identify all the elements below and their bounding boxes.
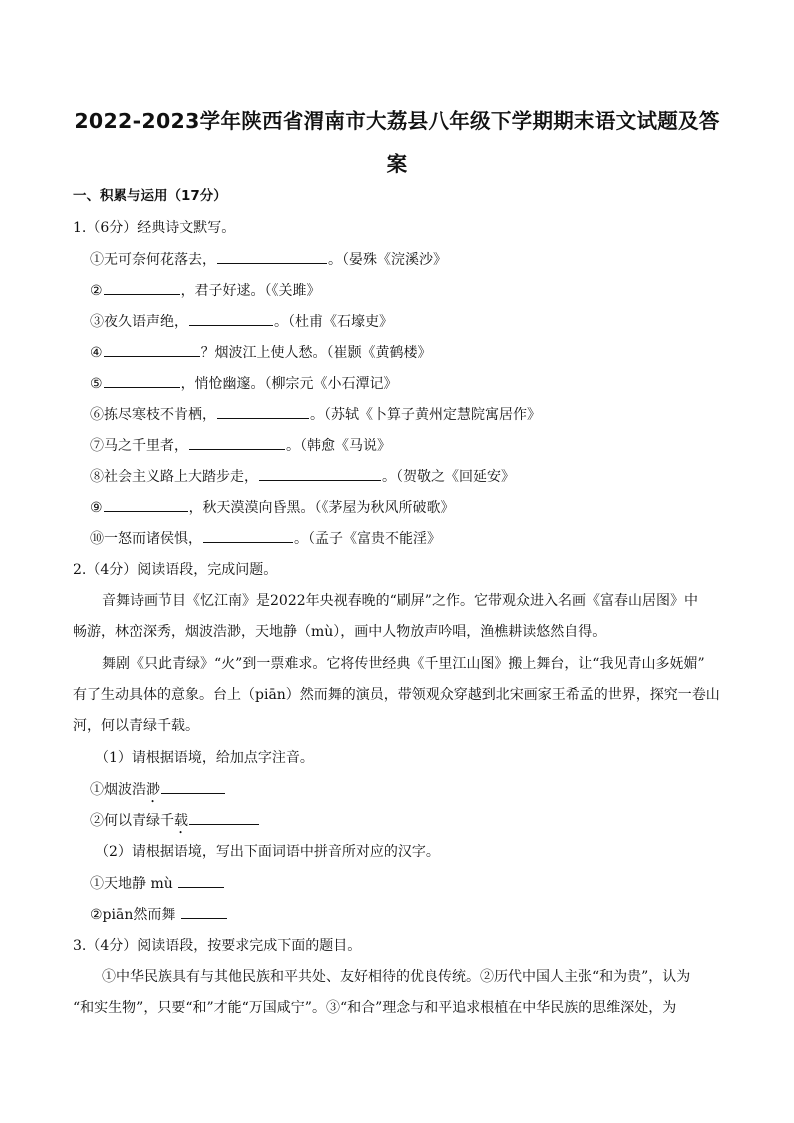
answer-blank[interactable]: [104, 342, 200, 357]
answer-blank[interactable]: [104, 280, 180, 295]
answer-blank[interactable]: [104, 497, 188, 512]
q1-item-1: ①无可奈何花落去， 。（晏殊《浣溪沙》: [90, 249, 447, 270]
q2-passage-line: 有了生动具体的意象。台上（piān）然而舞的演员，带领观众穿越到北宋画家王希孟的世界，探究一卷山: [73, 687, 720, 703]
q2-sub2-item-b: ②piān然而舞: [90, 904, 228, 925]
q2-passage-line: 音舞诗画节目《忆江南》是2022年央视春晚的“刷屏”之作。它带观众进入名画《富春山居图》中: [102, 593, 698, 609]
q2-passage-line: 畅游，林峦深秀，烟波浩渺，天地静（mù），画中人物放声吟唱，渔樵耕读悠然自得。: [73, 624, 607, 640]
answer-blank[interactable]: [217, 249, 327, 264]
q1-item-8: ⑧社会主义路上大踏步走， 。（贺敬之《回延安》: [90, 466, 515, 487]
q2-sub1-item-a: ①烟波浩渺: [90, 779, 226, 806]
q2-sub2-item-a: ①天地静 mù: [90, 873, 225, 894]
q1-item-4: ④ ？烟波江上使人愁。（崔颢《黄鹤楼》: [90, 342, 432, 363]
q1-item-7: ⑦马之千里者， 。（韩愈《马说》: [90, 435, 391, 456]
q2-passage-line: 舞剧《只此青绿》“火”到一票难求。它将传世经典《千里江山图》搬上舞台，让“我见青山多妩媚”: [102, 656, 705, 672]
dotted-character: 载: [174, 813, 188, 829]
answer-blank[interactable]: [259, 466, 381, 481]
q3-passage-line: ①中华民族具有与其他民族和平共处、友好相待的优良传统。②历代中国人主张“和为贵”，认为: [102, 969, 691, 985]
question-2-header: 2.（4分）阅读语段，完成问题。: [73, 562, 278, 578]
document-title-line2: 案: [386, 152, 408, 176]
q1-item-5: ⑤ ，悄怆幽邃。（柳宗元《小石潭记》: [90, 373, 398, 394]
answer-blank[interactable]: [189, 435, 285, 450]
dotted-character: 渺: [146, 782, 160, 798]
answer-blank[interactable]: [181, 904, 227, 919]
section-heading: 一、积累与运用（17分）: [73, 188, 227, 204]
question-1-header: 1.（6分）经典诗文默写。: [73, 220, 236, 236]
q1-item-3: ③夜久语声绝， 。（杜甫《石壕吏》: [90, 311, 393, 332]
q2-subquestion-2: （2）请根据语境，写出下面词语中拼音所对应的汉字。: [95, 844, 440, 860]
q2-sub1-item-b: ②何以青绿千载: [90, 810, 260, 837]
answer-blank[interactable]: [189, 810, 259, 825]
question-3-header: 3.（4分）阅读语段，按要求完成下面的题目。: [73, 938, 362, 954]
q2-passage-line: 河，何以青绿千载。: [73, 718, 199, 734]
answer-blank[interactable]: [189, 311, 273, 326]
answer-blank[interactable]: [203, 528, 293, 543]
q1-item-10: ⑩一怒而诸侯惧， 。（孟子《富贵不能淫》: [90, 528, 441, 549]
answer-blank[interactable]: [161, 779, 225, 794]
q1-item-9: ⑨ ，秋天漠漠向昏黑。（《茅屋为秋风所破歌》: [90, 497, 455, 518]
q3-passage-line: “和实生物”，只要“和”才能“万国咸宁”。③“和合”理念与和平追求根植在中华民族的思维深处，为: [73, 1000, 677, 1016]
q2-subquestion-1: （1）请根据语境，给加点字注音。: [95, 750, 314, 766]
document-title-line1: 2022-2023学年陕西省渭南市大荔县八年级下学期期末语文试题及答: [74, 109, 720, 133]
q1-item-6: ⑥拣尽寒枝不肯栖， 。（苏轼《卜算子黄州定慧院寓居作》: [90, 404, 541, 425]
answer-blank[interactable]: [104, 373, 180, 388]
answer-blank[interactable]: [178, 873, 224, 888]
answer-blank[interactable]: [217, 404, 309, 419]
q1-item-2: ② ，君子好逑。（《关雎》: [90, 280, 321, 301]
